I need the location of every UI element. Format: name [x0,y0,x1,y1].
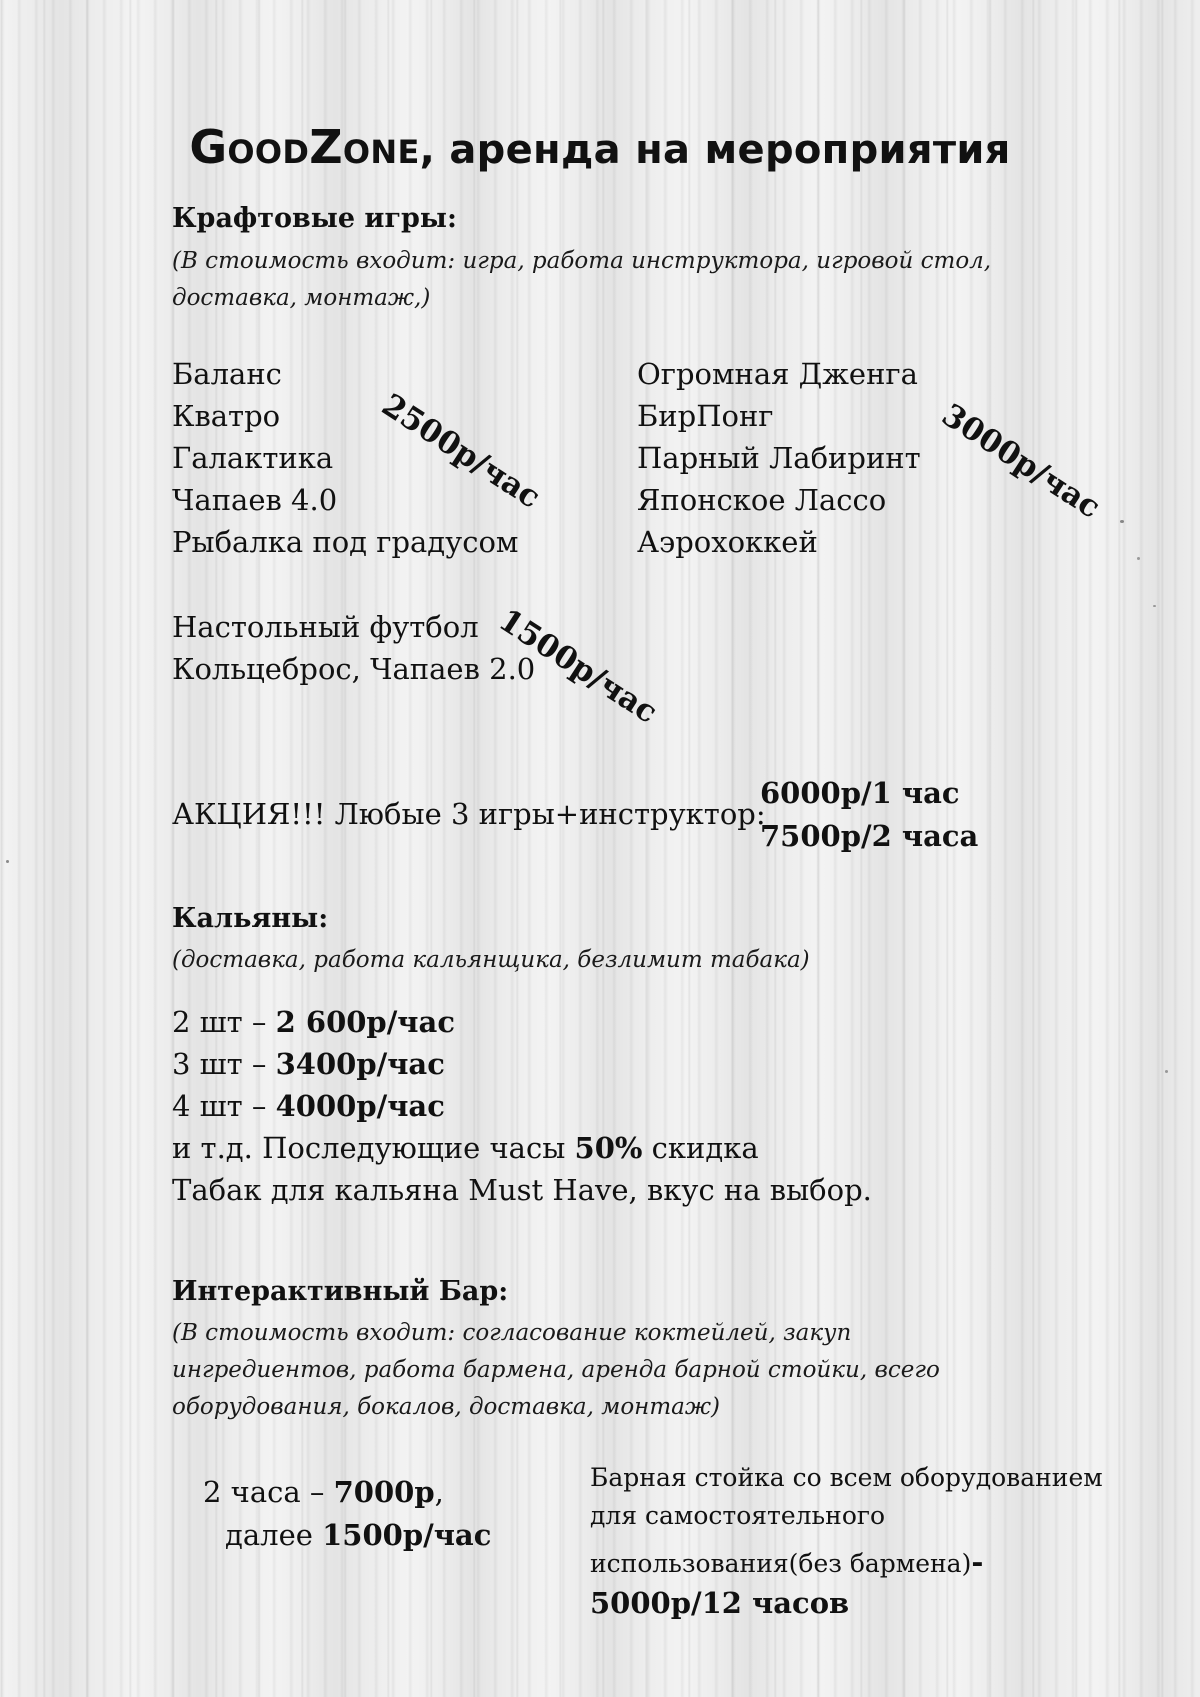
promo-price-1h: 6000р/1 час [760,776,960,810]
self-service-bar-line2: для самостоятельного [590,1501,886,1530]
promo-text: АКЦИЯ!!! Любые 3 игры+инструктор: [172,797,766,831]
bar-note-line1: (В стоимость входит: согласование коктейлей, закуп [172,1320,852,1346]
list-item: Чапаев 4.0 [172,483,338,517]
list-item: Аэрохоккей [637,525,818,559]
bar-price: 7000р [333,1475,435,1509]
hookahs-note: (доставка, работа кальянщика, безлимит табака) [172,947,810,973]
wood-speck [6,860,9,863]
hookah-qty: 2 шт – [172,1005,276,1039]
group-a-price: 2500р/час [375,387,547,516]
hookah-tobacco: Табак для кальяна Must Have, вкус на выбор. [172,1173,872,1207]
bar-price-prefix: 2 часа – [203,1475,334,1509]
bar-with-bartender-price [203,1471,444,1513]
bar-heading: Интерактивный Бар: [172,1276,509,1307]
hookah-price: 3400р/час [275,1047,445,1081]
list-item: Кватро [172,399,281,433]
group-c-price: 1500р/час [492,602,664,731]
list-item: Парный Лабиринт [637,441,921,475]
bar-note-line2: ингредиентов, работа бармена, аренда барной стойки, всего [172,1357,940,1383]
bar-extra-hours [225,1514,491,1556]
hookah-price-row [172,1085,872,1127]
wood-speck [1153,605,1156,607]
wood-speck [1165,1070,1168,1073]
games-list-b [637,353,921,563]
bar-price-suffix: , [434,1475,444,1509]
list-item: Огромная Дженга [637,357,918,391]
wood-speck [1120,520,1124,523]
hookah-price-row [172,1043,872,1085]
craft-games-note-line2: доставка, монтаж,) [172,285,431,311]
hookah-price: 2 600р/час [275,1005,455,1039]
discount-value: 50% [574,1131,643,1165]
self-service-bar-line3 [590,1543,983,1583]
group-b-price: 3000р/час [935,397,1107,526]
page-title [0,120,1200,174]
hookah-qty: 3 шт – [172,1047,276,1081]
games-list-c [172,606,535,690]
hookahs-heading: Кальяны: [172,903,329,934]
extra-suffix: скидка [642,1131,759,1165]
hookah-price-list [172,1001,872,1211]
hookah-extra-hours [172,1127,872,1169]
craft-games-note-line1: (В стоимость входит: игра, работа инструктора, игровой стол, [172,248,992,274]
brand-name: GoodZone [189,120,420,174]
bar-extra-price: 1500р/час [322,1518,492,1552]
promo-price-2h: 7500р/2 часа [760,819,979,853]
list-item: Баланс [172,357,282,391]
list-item: Настольный футбол [172,610,479,644]
list-item: Рыбалка под градусом [172,525,519,559]
self-service-bar-price: 5000р/12 часов [590,1586,850,1620]
self-service-bar-line1: Барная стойка со всем оборудованием [590,1463,1103,1492]
list-item: Галактика [172,441,334,475]
dash: - [971,1545,984,1579]
hookah-price: 4000р/час [275,1089,445,1123]
self-service-bar-text: использования(без бармена) [590,1549,972,1578]
title-rest: , аренда на мероприятия [419,127,1011,173]
bar-note-line3: оборудования, бокалов, доставка, монтаж) [172,1394,720,1420]
craft-games-heading: Крафтовые игры: [172,203,457,234]
extra-prefix: и т.д. Последующие часы [172,1131,575,1165]
list-item: Кольцеброс, Чапаев 2.0 [172,652,536,686]
bar-extra-prefix: далее [225,1518,323,1552]
wood-speck [1137,557,1140,560]
hookah-qty: 4 шт – [172,1089,276,1123]
list-item: БирПонг [637,399,774,433]
hookah-price-row [172,1001,872,1043]
list-item: Японское Лассо [637,483,887,517]
